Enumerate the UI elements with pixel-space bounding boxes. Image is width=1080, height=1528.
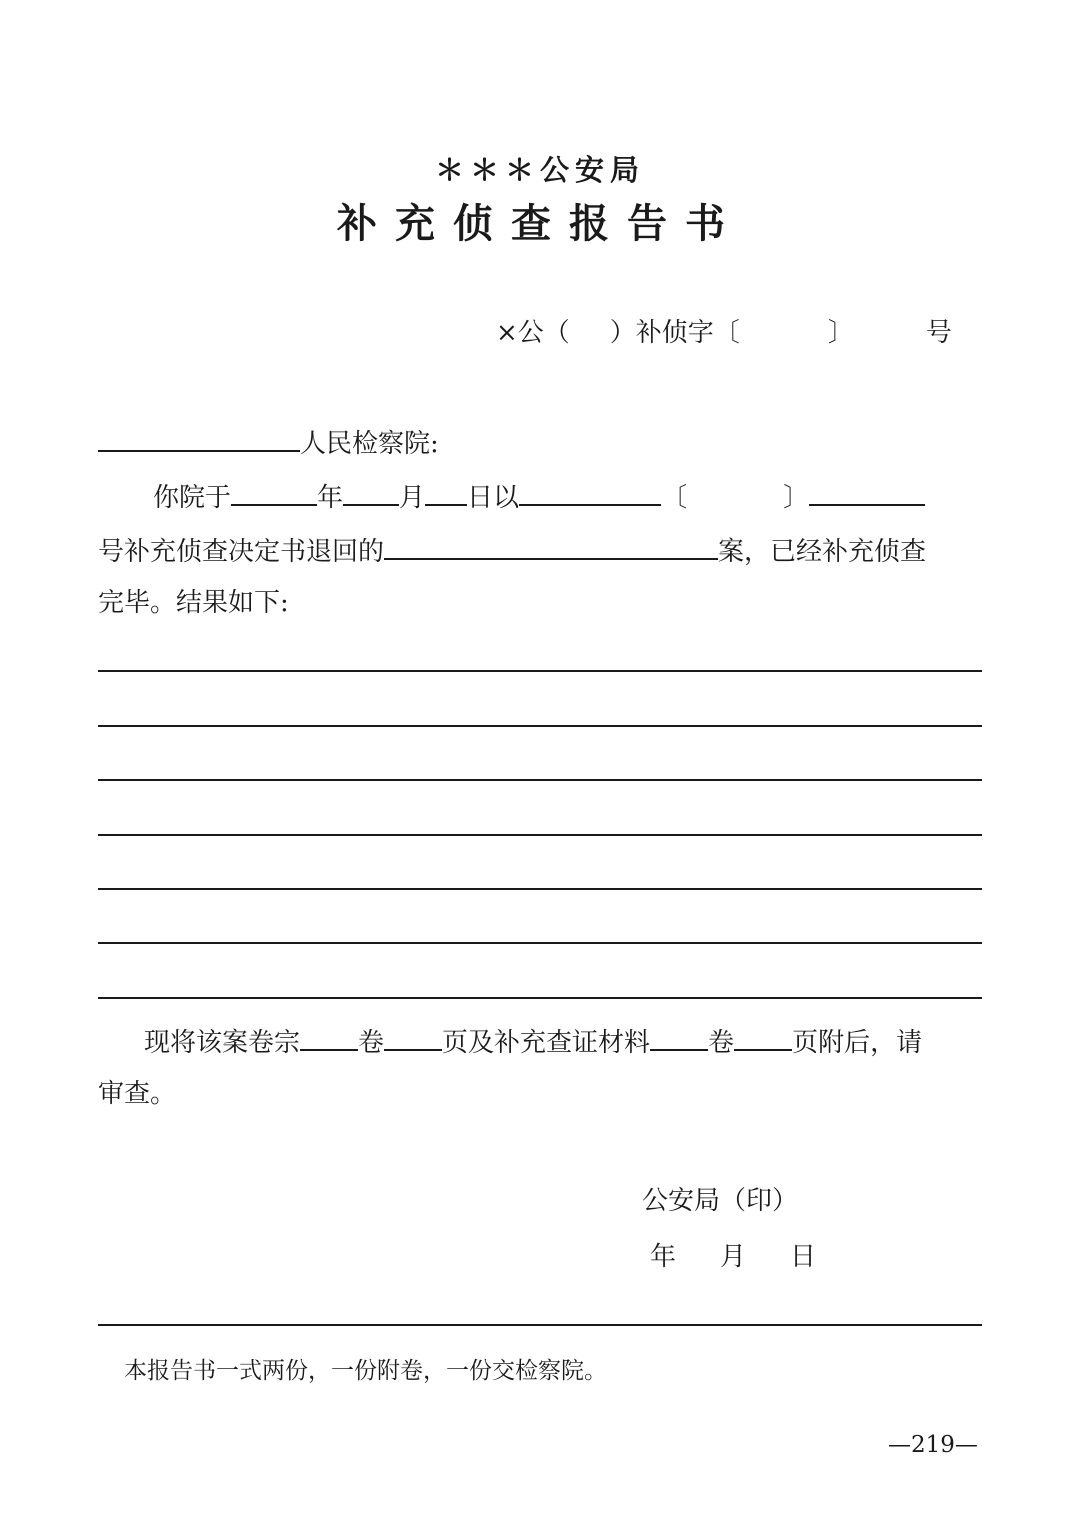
docnum-mid: ）补侦字〔 xyxy=(609,318,740,348)
procuratorate-name-blank[interactable] xyxy=(98,424,300,452)
issuing-authority-header: ＊＊＊公安局 xyxy=(434,153,645,187)
docnum-prefix: ×公（ xyxy=(496,318,570,348)
year-label: 年 xyxy=(317,483,344,513)
addressee-suffix: 人民检察院: xyxy=(300,429,439,459)
volume-label-2: 卷 xyxy=(708,1028,735,1058)
footer-divider xyxy=(98,1324,982,1326)
result-line[interactable] xyxy=(98,997,982,999)
result-line[interactable] xyxy=(98,834,982,836)
pages-label-1: 页及补充查证材料 xyxy=(442,1028,651,1058)
volume-label-1: 卷 xyxy=(358,1028,385,1058)
file-volumes-blank[interactable] xyxy=(300,1023,358,1051)
result-line[interactable] xyxy=(98,725,982,727)
para1-line2 xyxy=(98,532,926,569)
material-volumes-blank[interactable] xyxy=(650,1023,708,1051)
day-blank[interactable] xyxy=(425,478,467,506)
decision-number-blank[interactable] xyxy=(519,478,661,506)
para2-line2: 审查。 xyxy=(98,1079,177,1109)
para1-line1 xyxy=(153,478,925,515)
footnote: 本报告书一式两份，一份附卷，一份交检察院。 xyxy=(124,1358,607,1384)
docnum-close: 〕 xyxy=(827,318,854,348)
file-pages-blank[interactable] xyxy=(384,1023,442,1051)
signature-day: 日 xyxy=(790,1242,817,1272)
day-label: 日以 xyxy=(467,483,520,513)
year-blank[interactable] xyxy=(231,478,317,506)
material-pages-blank[interactable] xyxy=(734,1023,792,1051)
para1-line2-lead: 号补充侦查决定书退回的 xyxy=(98,537,385,567)
result-line[interactable] xyxy=(98,942,982,944)
signature-month: 月 xyxy=(720,1242,747,1272)
para1-lead: 你院于 xyxy=(153,483,232,513)
signature-org-seal: 公安局（印） xyxy=(642,1186,799,1216)
document-title: 补充侦查报告书 xyxy=(337,200,743,247)
para2-tail: 页附后，请 xyxy=(792,1028,923,1058)
signature-year: 年 xyxy=(650,1242,677,1272)
para1-line3: 完毕。结果如下: xyxy=(98,588,289,618)
para1-line2-tail: 案，已经补充侦查 xyxy=(718,537,927,567)
open-bracket: 〔 xyxy=(661,483,688,513)
decision-serial-blank[interactable] xyxy=(809,478,925,506)
signature-date xyxy=(650,1240,816,1274)
result-line[interactable] xyxy=(98,888,982,890)
para2-lead: 现将该案卷宗 xyxy=(144,1028,301,1058)
addressee-line xyxy=(98,424,439,461)
document-number-line xyxy=(496,316,952,350)
close-bracket: 〕 xyxy=(783,483,810,513)
docnum-suffix: 号 xyxy=(925,318,952,348)
result-line[interactable] xyxy=(98,670,982,672)
para2-line1 xyxy=(144,1023,922,1060)
result-line[interactable] xyxy=(98,779,982,781)
page-number: —219— xyxy=(888,1432,978,1458)
month-label: 月 xyxy=(399,483,426,513)
case-name-blank[interactable] xyxy=(384,532,718,560)
month-blank[interactable] xyxy=(343,478,399,506)
